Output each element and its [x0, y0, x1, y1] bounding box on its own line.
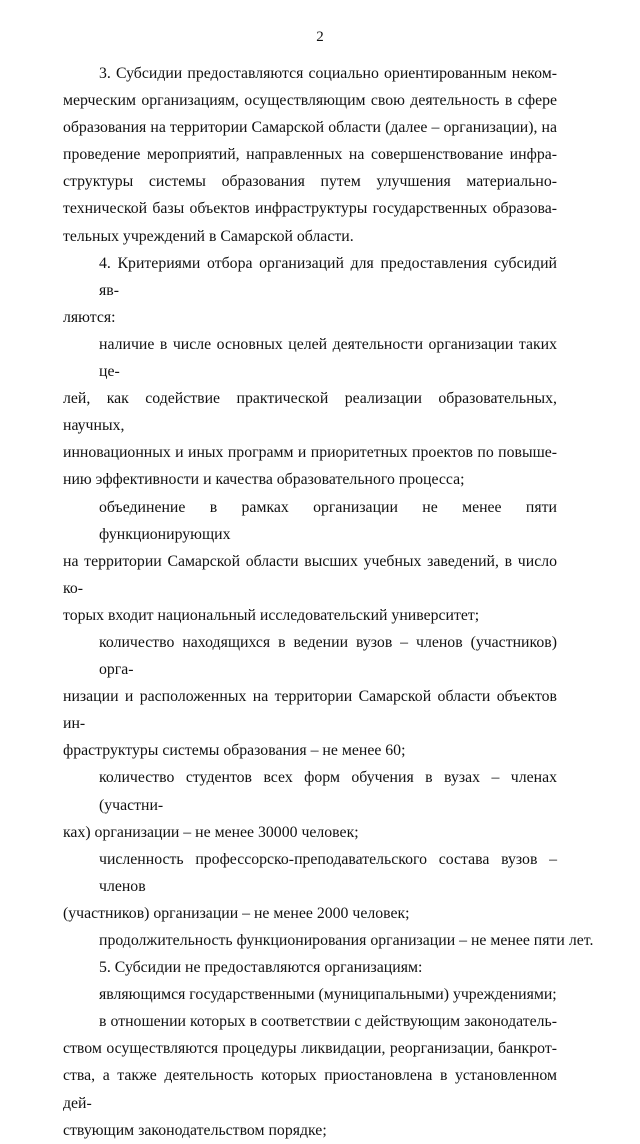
- paragraph-3: [63, 60, 557, 250]
- text-line: продолжительность функционирования организации – не менее пяти лет.: [99, 932, 594, 949]
- text-line: низации и расположенных на территории Самарской области объектов ин-: [63, 688, 557, 733]
- text-line: проведение мероприятий, направленных на совершенствование инфра-: [63, 146, 557, 164]
- criterion-faculty: [63, 846, 557, 927]
- text-line: (участников) организации – не менее 2000 человек;: [63, 904, 410, 922]
- text-line: в отношении которых в соответствии с действующим законодатель-: [99, 1013, 557, 1031]
- criterion-universities: [63, 494, 557, 629]
- exclusion-state-institutions: [63, 981, 557, 1008]
- text-line: тельных учреждений в Самарской области.: [63, 227, 354, 245]
- text-line: ствующим законодательством порядке;: [63, 1121, 327, 1139]
- text-line: мерческим организациям, осуществляющим свою деятельность в сфере: [63, 92, 557, 110]
- document-body: [63, 60, 594, 1144]
- paragraph-4: [63, 250, 557, 331]
- criterion-infrastructure: [63, 629, 557, 764]
- criterion-goals: [63, 331, 557, 494]
- text-line: объединение в рамках организации не менее пяти функционирующих: [99, 498, 557, 543]
- text-line: ляются:: [63, 308, 116, 326]
- text-line: 3. Субсидии предоставляются социально ориентированным неком-: [99, 65, 557, 82]
- text-line: торых входит национальный исследовательский университет;: [63, 606, 480, 624]
- text-line: 5. Субсидии не предоставляются организациям:: [99, 959, 423, 977]
- text-line: лей, как содействие практической реализации образовательных, научных,: [63, 390, 557, 435]
- text-line: фраструктуры системы образования – не менее 60;: [63, 742, 406, 760]
- text-line: количество студентов всех форм обучения в вузах – членах (участни-: [99, 769, 557, 814]
- page-number: 2: [316, 29, 324, 45]
- text-line: ством осуществляются процедуры ликвидации, реорганизации, банкрот-: [63, 1040, 557, 1058]
- text-line: нию эффективности и качества образовательного процесса;: [63, 471, 465, 489]
- exclusion-liquidation: [63, 1008, 557, 1143]
- paragraph-5: [63, 954, 557, 981]
- text-line: 4. Критериями отбора организаций для предоставления субсидий яв-: [99, 254, 557, 299]
- text-line: наличие в числе основных целей деятельности организации таких це-: [99, 335, 557, 381]
- text-line: технической базы объектов инфраструктуры государственных образова-: [63, 200, 557, 218]
- text-line: на территории Самарской области высших учебных заведений, в число ко-: [63, 552, 557, 597]
- criterion-duration: [63, 927, 594, 954]
- text-line: структуры системы образования путем улучшения материально-: [63, 173, 557, 191]
- text-line: инновационных и иных программ и приоритетных проектов по повыше-: [63, 444, 557, 462]
- text-line: ства, а также деятельность которых приостановлена в установленном дей-: [63, 1067, 557, 1112]
- criterion-students: [63, 764, 557, 845]
- text-line: являющимся государственными (муниципальными) учреждениями;: [99, 986, 557, 1004]
- text-line: численность профессорско-преподавательского состава вузов – членов: [99, 850, 557, 895]
- text-line: ках) организации – не менее 30000 человек;: [63, 823, 359, 841]
- text-line: образования на территории Самарской области (далее – организации), на: [63, 119, 557, 137]
- text-line: количество находящихся в ведении вузов – членов (участников) орга-: [99, 633, 557, 679]
